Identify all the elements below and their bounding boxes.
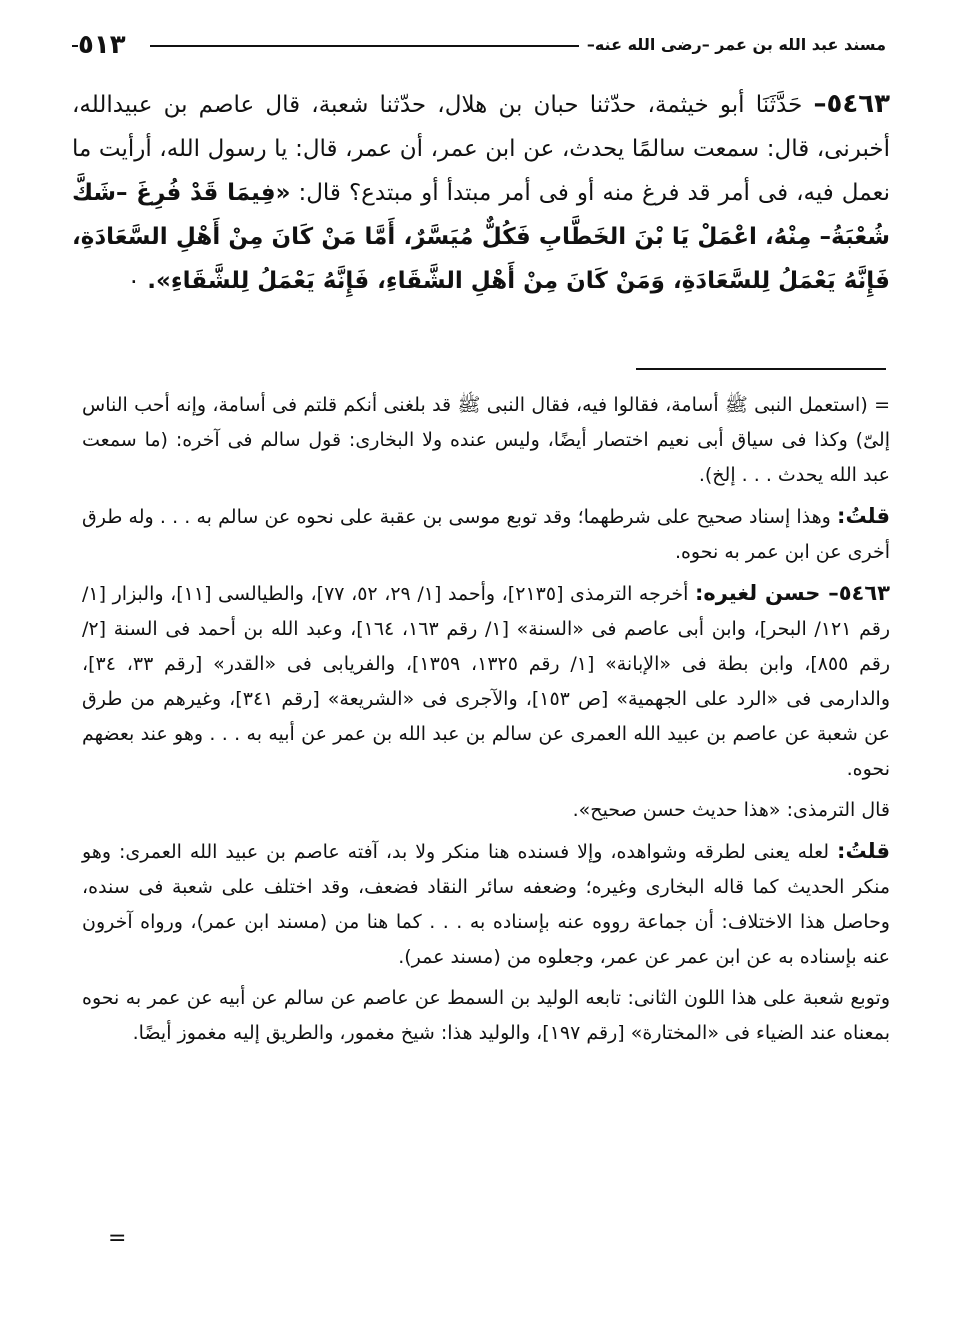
takhrij-note: [82, 576, 890, 787]
hadith-end-mark: ٠: [127, 268, 140, 294]
qultu-note-1: [82, 499, 890, 570]
qultu-lead-1: قلتُ:: [837, 504, 890, 528]
continues-mark: =: [108, 1226, 127, 1251]
mutaba-note: وتوبع شعبة على هذا اللون الثانى: تابعه الوليد بن السمط عن عاصم عن سالم عن أبيه عن عمر به نحوه بمعناه عند الضياء فى «المختارة» [رقم ١٩٧]، والوليد هذا: شيخ مغمور، والطريق إليه مغموز أيضًا.: [82, 987, 890, 1044]
qultu-text-2: لعله يعنى لطرقه وشواهده، وإلا فسنده هنا منكر ولا بد، آفته عاصم بن عبيد الله العمرى: وهو منكر الحديث كما قاله البخارى وغيره؛ وضعفه سائر النقاد فضعف، وقد اختلف على شعبة فى سنده، وحاصل هذا الاختلاف: أن جماعة رووه عنه بإسناده به . . . كما هنا من (مسند ابن عمر)، ورواه آخرون عنه بإسناده به عن ابن عمر عن عمر، وجعلوه من (مسند عمر).: [82, 841, 890, 968]
qultu-text-1: وهذا إسناد صحيح على شرطهما؛ وقد توبع موسى بن عقبة على نحوه عن سالم به . . . وله طرق أخرى عن ابن عمر به نحوه.: [82, 506, 890, 563]
qultu-note-2: [82, 834, 890, 975]
continuation-text: (استعمل النبى ﷺ أسامة، فقالوا فيه، فقال النبى ﷺ قد بلغنى أنكم قلتم فى أسامة، وإنه أحب الناس إلىّ) وكذا فى سياق أبى نعيم اختصار أيضًا، وليس عنده ولا البخارى: قول سالم فى آخره: (ما سمعت عبد الله يحدث . . . إلخ).: [82, 394, 890, 486]
hadith-isnad: حَدَّثَنَا أبو خيثمة، حدّثنا حبان بن هلال، حدّثنا شعبة، قال عاصم بن عبيدالله، أخبرنى، قال: سمعت سالمًا يحدث، عن ابن عمر، أن عمر، قال: يا رسول الله، أرأيت ما نعمل فيه، فى أمر قد فرغ منه أو فى أمر مبتدأ أو مبتدع؟ قال:: [72, 92, 891, 206]
qultu-lead-2: قلتُ:: [837, 839, 890, 863]
running-title: مسند عبد الله بن عمر –رضى الله عنه–: [579, 30, 886, 60]
footnote-continuation: [82, 388, 890, 493]
page-number: ٥١٣: [78, 28, 134, 62]
footnote-separator: [636, 368, 886, 370]
takhrij-lead: ٥٤٦٣– حسن لغيره:: [694, 581, 890, 605]
continuation-prefix: =: [874, 394, 890, 416]
footnotes: [82, 388, 890, 1057]
hadith-text: [72, 82, 890, 303]
page-header: [78, 30, 886, 64]
hadith-number: ٥٤٦٣–: [813, 89, 890, 119]
takhrij-text: أخرجه الترمذى [٢١٣٥]، وأحمد [١/ ٢٩، ٥٢، ٧٧]، والطيالسى [١١]، والبزار [١/ رقم ١٢١/ البحر]، وابن أبى عاصم فى «السنة» [١/ رقم ١٦٣، ١٦٤]، وعبد الله بن أحمد فى السنة [٢/ رقم ٨٥٥]، وابن بطة فى «الإبانة» [١/ رقم ١٣٢٥، ١٣٥٩]، والفريابى فى «القدر» [رقم ٣٣، ٣٤]، والدارمى فى «الرد على الجهمية» [ص ١٥٣]، والآجرى فى «الشريعة» [رقم ٣٤١]، وغيرهم من طرق عن شعبة عن عاصم بن عبيد الله العمرى عن سالم بن عبد الله بن عمر عن أبيه به . . . وهو عند بعضهم نحوه.: [82, 583, 891, 780]
tirmidhi-note: قال الترمذى: «هذا حديث حسن صحيح».: [572, 799, 890, 821]
hadith-matn: «فِيمَا قَدْ فُرِغَ –شَكَّ شُعْبَةُ– مِنْهُ، اعْمَلْ يَا بْنَ الخَطَّابِ فَكُلٌّ مُيَسَّرٌ، أَمَّا مَنْ كَانَ مِنْ أَهْلِ السَّعَادَةِ، فَإِنَّهُ يَعْمَلُ لِلسَّعَادَةِ، وَمَنْ كَانَ مِنْ أَهْلِ الشَّقَاءِ، فَإِنَّهُ يَعْمَلُ لِلشَّقَاءِ».: [72, 180, 890, 294]
